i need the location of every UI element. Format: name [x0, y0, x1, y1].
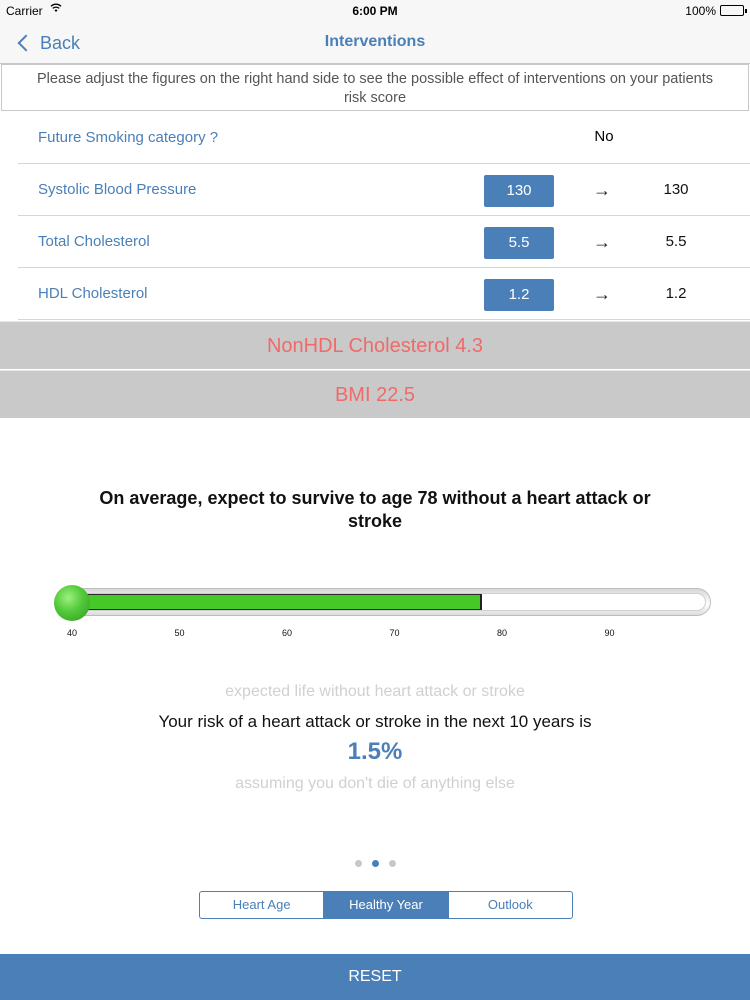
row-systolic-bp	[18, 164, 750, 216]
gauge-track	[61, 593, 706, 611]
view-segmented-control	[199, 891, 573, 919]
gauge-caption: expected life without heart attack or stroke	[225, 683, 525, 700]
gauge-tick-label: 70	[389, 628, 400, 638]
arrow-right-icon: →	[593, 180, 611, 200]
life-expectancy-gauge	[56, 588, 711, 616]
bmi-band: BMI 22.5	[0, 370, 750, 418]
clock: 6:00 PM	[352, 4, 398, 18]
row-label: Future Smoking category ?	[38, 129, 219, 146]
risk-description: Your risk of a heart attack or stroke in the next 10 years is	[158, 712, 592, 731]
arrow-right-icon: →	[593, 232, 611, 252]
hdl-cholesterol-input[interactable]: 1.2	[484, 279, 554, 311]
gauge-tick-label: 40	[66, 628, 77, 638]
gauge-fill	[62, 594, 482, 610]
page-title: Interventions	[324, 33, 426, 50]
hdl-cholesterol-result: 1.2	[665, 285, 687, 302]
row-label: Total Cholesterol	[38, 233, 150, 250]
page-dot[interactable]	[355, 860, 362, 867]
gauge-tick-label: 80	[496, 628, 507, 638]
status-bar	[0, 0, 750, 22]
systolic-bp-result: 130	[663, 181, 689, 198]
gauge-knob[interactable]	[54, 585, 90, 621]
gauge-tick-label: 50	[174, 628, 185, 638]
smoking-value[interactable]: No	[594, 128, 614, 145]
page-indicator[interactable]	[0, 854, 750, 872]
segment-healthy-year[interactable]: Healthy Year	[324, 892, 448, 918]
arrow-right-icon: →	[593, 284, 611, 304]
page-dot[interactable]	[372, 860, 379, 867]
gauge-tick-label: 90	[604, 628, 615, 638]
total-cholesterol-input[interactable]: 5.5	[484, 227, 554, 259]
row-hdl-cholesterol	[18, 268, 750, 320]
back-label: Back	[40, 32, 81, 53]
instructions-text: Please adjust the figures on the right hand side to see the possible effect of interventions on your patients risk score	[1, 64, 749, 111]
risk-caption: assuming you don't die of anything else	[235, 775, 515, 792]
row-total-cholesterol	[18, 216, 750, 268]
battery-icon	[720, 5, 744, 16]
segment-heart-age[interactable]: Heart Age	[200, 892, 324, 918]
total-cholesterol-result: 5.5	[665, 233, 687, 250]
segment-outlook[interactable]: Outlook	[487, 897, 533, 912]
page-dot[interactable]	[389, 860, 396, 867]
row-label: HDL Cholesterol	[38, 285, 148, 302]
battery-percent: 100%	[685, 4, 716, 18]
carrier-label: Carrier	[6, 4, 43, 18]
navigation-bar	[0, 22, 750, 64]
risk-percentage: 1.5%	[347, 738, 403, 765]
non-hdl-cholesterol-band: NonHDL Cholesterol 4.3	[0, 321, 750, 369]
gauge-tick-label: 60	[281, 628, 292, 638]
reset-button[interactable]: RESET	[0, 954, 750, 1000]
survival-headline: On average, expect to survive to age 78 without a heart attack or stroke	[99, 488, 651, 531]
row-future-smoking[interactable]	[18, 112, 750, 164]
row-label: Systolic Blood Pressure	[38, 181, 197, 198]
systolic-bp-input[interactable]: 130	[484, 175, 554, 207]
